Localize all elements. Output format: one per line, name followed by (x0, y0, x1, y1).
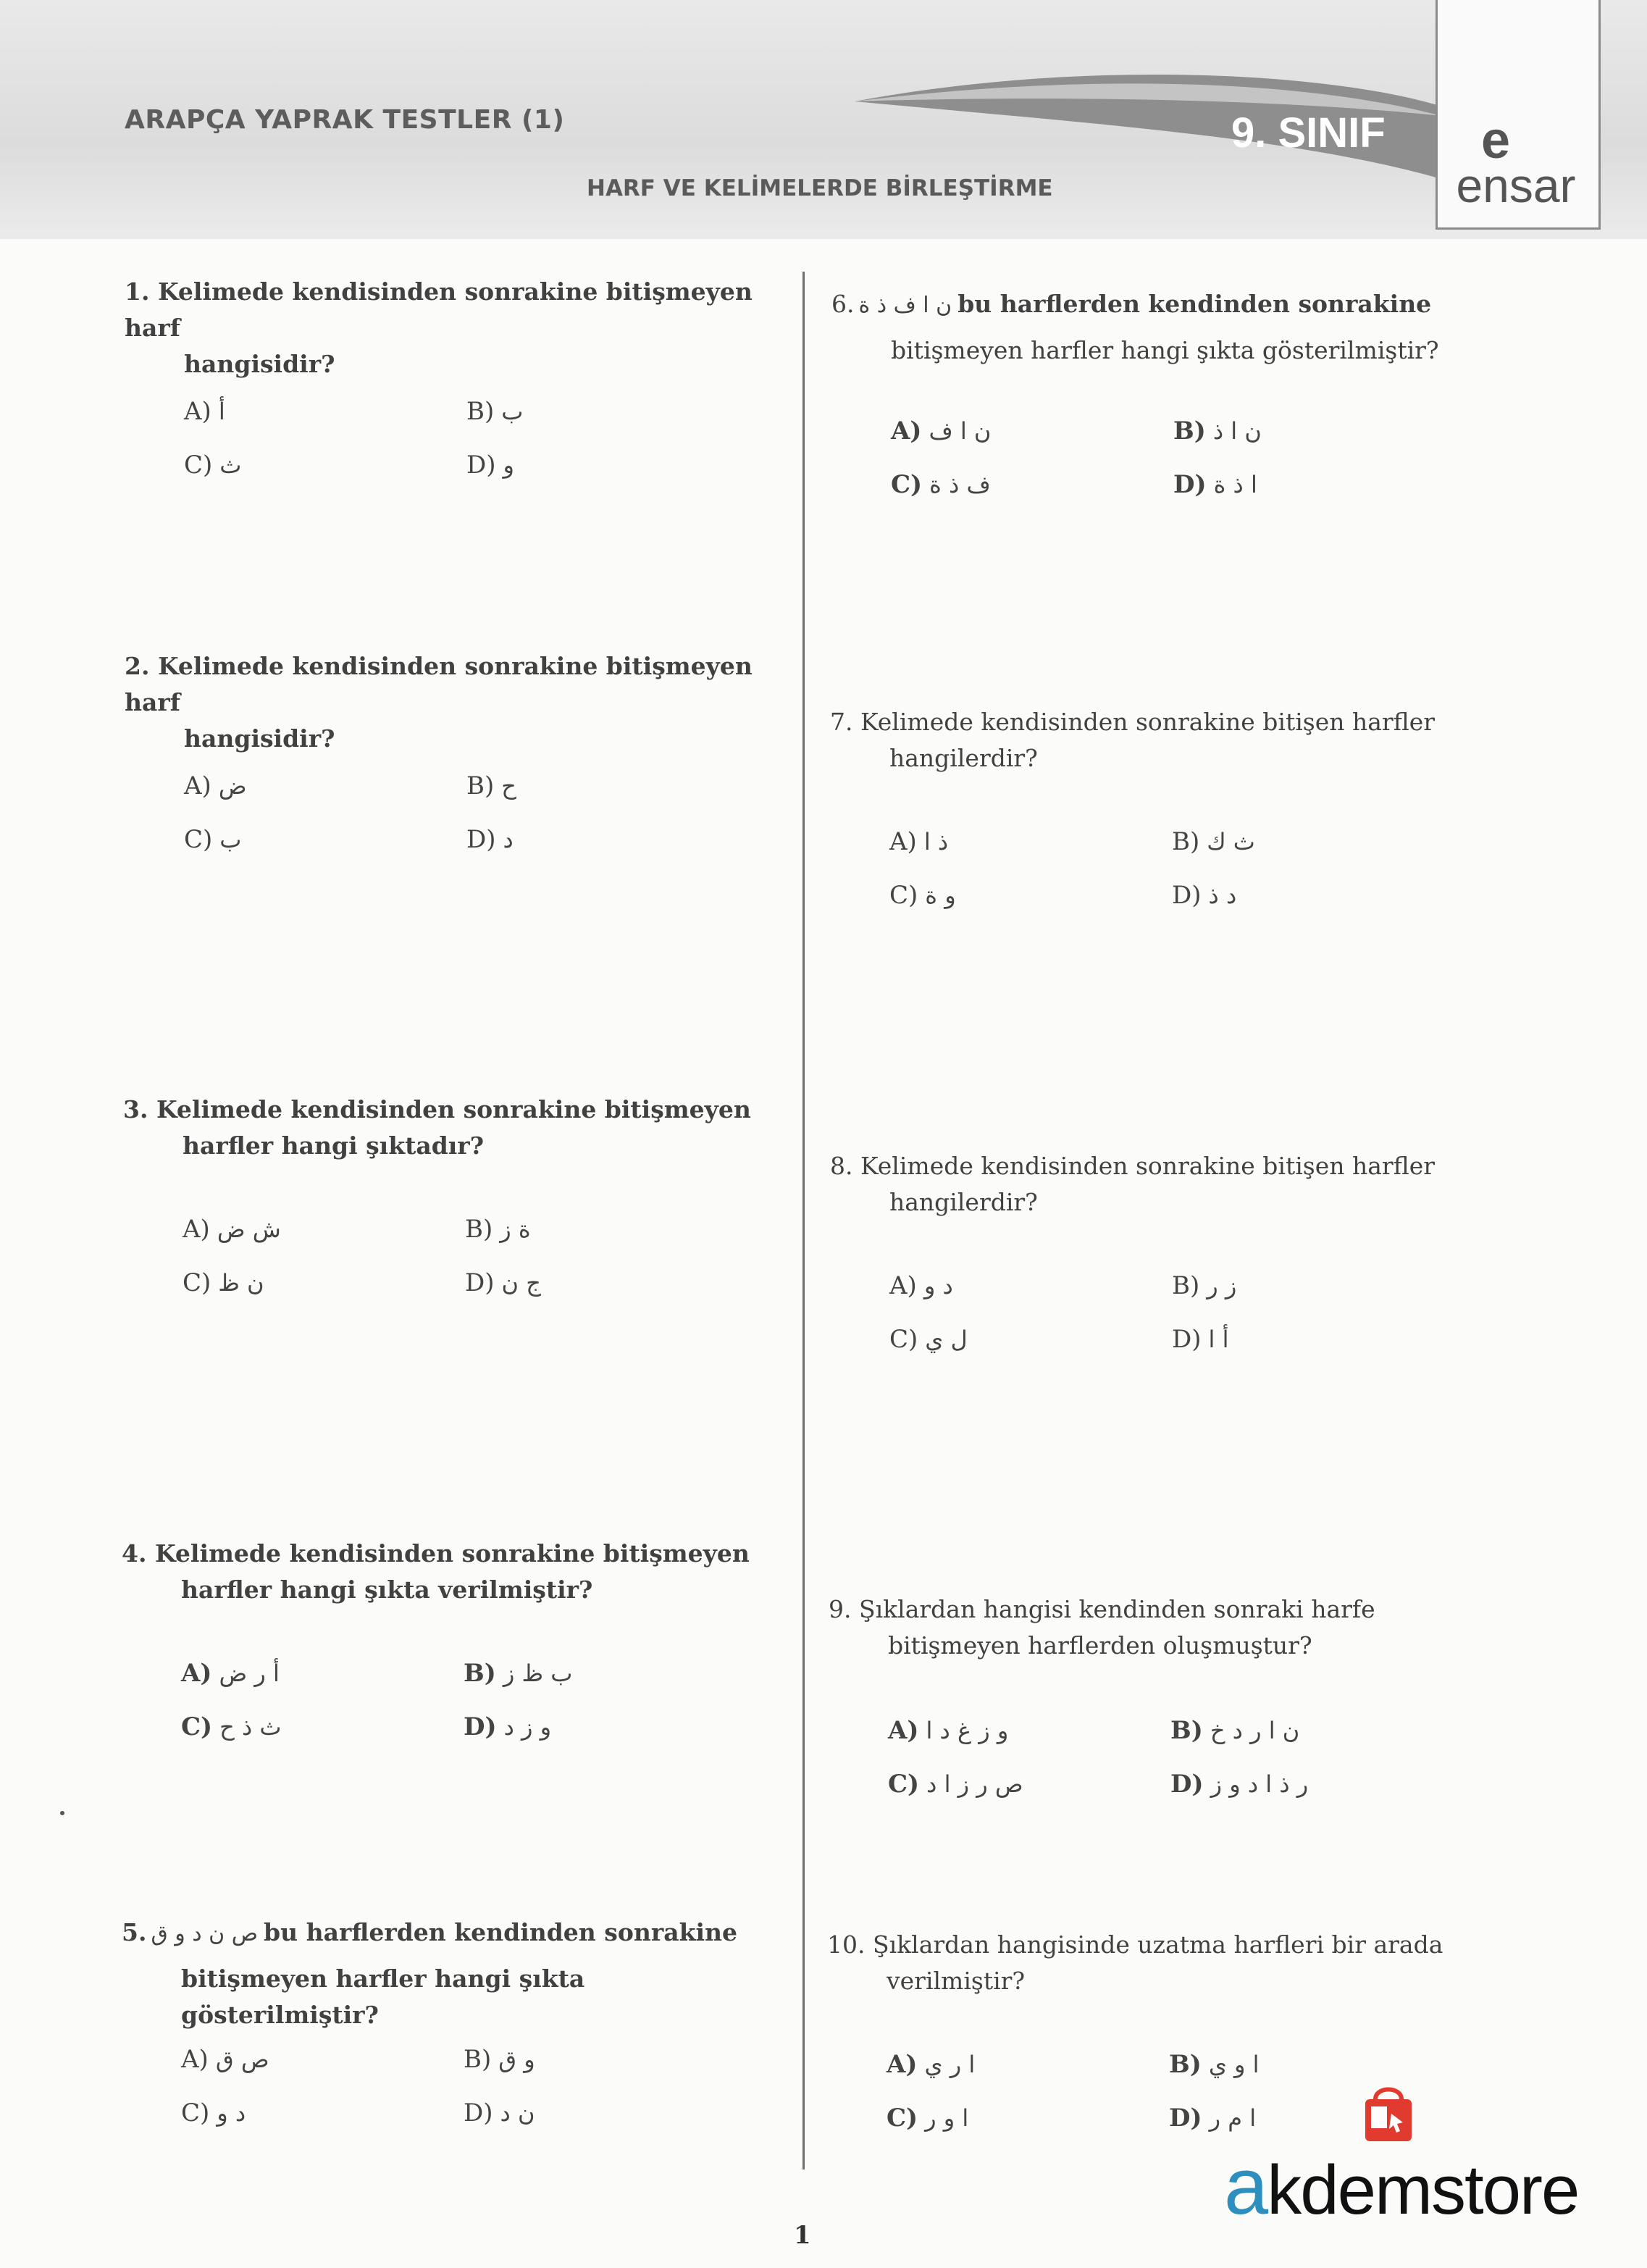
question-stem-line1: Kelimede kendisinden sonrakine bitişmeyen (154, 1539, 750, 1568)
question-number: 6. (831, 290, 855, 318)
option-label: A) (889, 1271, 917, 1300)
store-watermark-name: kdemstore (1267, 2151, 1579, 2229)
option-a[interactable] (888, 1716, 1008, 1745)
option-label: B) (1173, 417, 1206, 445)
option-label: C) (887, 2104, 918, 2133)
option-label: C) (181, 1712, 213, 1741)
question-number: 4. (122, 1539, 147, 1568)
option-label: D) (1170, 1770, 1204, 1799)
store-watermark-a: a (1224, 2142, 1267, 2231)
option-b[interactable] (465, 1215, 531, 1244)
question-stem-line2: hangilerdir? (889, 744, 1038, 772)
option-a[interactable] (181, 1659, 280, 1688)
option-b[interactable] (466, 771, 516, 800)
question-stem-line2: harfler hangi şıkta verilmiştir? (181, 1576, 593, 1604)
option-label: C) (891, 470, 923, 499)
option-value: و ة (925, 882, 956, 909)
option-label: A) (181, 2045, 209, 2074)
option-label: A) (184, 771, 211, 800)
option-label: A) (181, 1659, 212, 1688)
option-b[interactable] (1172, 1271, 1236, 1300)
option-value: ا ذ ة (1213, 471, 1257, 498)
question-arabic-word: ن ا ف ذ ة (858, 293, 952, 318)
option-c[interactable] (889, 1325, 968, 1354)
option-value: ج ن (501, 1269, 541, 1297)
option-value: ن ا ر د خ (1210, 1717, 1300, 1744)
publisher-logo-text: ensar (1456, 159, 1576, 212)
option-label: B) (1172, 827, 1200, 856)
option-c[interactable] (889, 881, 956, 910)
option-label: B) (1172, 1271, 1200, 1300)
question-8 (830, 1148, 1496, 1354)
grade-label: 9. SINIF (1231, 109, 1386, 156)
question-10 (827, 1927, 1493, 2133)
option-d[interactable] (1172, 881, 1236, 910)
option-label: D) (1172, 1325, 1202, 1354)
option-c[interactable] (183, 1268, 264, 1297)
option-value: ث ذ ح (219, 1713, 282, 1741)
option-value: ر ذ ا د و ز (1210, 1770, 1309, 1798)
option-d[interactable] (1172, 1325, 1228, 1354)
question-5 (122, 1915, 788, 2127)
option-c[interactable] (887, 2104, 968, 2133)
option-label: A) (889, 827, 917, 856)
option-value: د و (923, 1272, 953, 1300)
option-c[interactable] (181, 2098, 246, 2127)
question-stem-line1: Şıklardan hangisi kendinden sonraki harfe (859, 1595, 1375, 1623)
option-a[interactable] (184, 771, 247, 800)
option-d[interactable] (466, 825, 514, 854)
option-value: ض (218, 772, 247, 800)
option-value: أ ر ض (219, 1660, 280, 1687)
question-stem-line2: hangisidir? (184, 724, 335, 753)
scan-speck (60, 1811, 64, 1815)
option-label: D) (466, 451, 496, 480)
option-value: ن ظ (218, 1269, 264, 1297)
option-value: ب ظ ز (503, 1660, 573, 1687)
option-b[interactable] (466, 397, 523, 426)
option-value: ا ر ي (924, 2051, 976, 2078)
question-3 (123, 1092, 789, 1297)
question-number: 8. (830, 1152, 853, 1180)
option-b[interactable] (464, 1659, 572, 1688)
option-label: D) (464, 2098, 493, 2127)
option-value: و ز غ د ا (926, 1717, 1009, 1744)
question-7 (830, 704, 1496, 910)
question-4 (122, 1536, 788, 1741)
question-stem-line2: bitişmeyen harfler hangi şıkta gösterilmiştir? (891, 336, 1439, 364)
option-value: و ق (498, 2046, 535, 2073)
option-label: B) (465, 1215, 493, 1244)
option-value: ب (501, 398, 524, 425)
column-divider (802, 272, 805, 2169)
option-d[interactable] (1173, 470, 1257, 499)
option-label: B) (466, 397, 495, 426)
option-value: د ذ (1208, 882, 1237, 909)
question-stem-line1: Kelimede kendisinden sonrakine bitişmeyen harf (125, 652, 753, 716)
option-a[interactable] (183, 1215, 281, 1244)
option-value: ذ ا (923, 828, 949, 855)
option-label: B) (1170, 1716, 1203, 1745)
option-label: A) (184, 397, 211, 426)
option-label: C) (889, 1325, 918, 1354)
option-value: ح (501, 772, 516, 800)
option-label: B) (464, 2045, 492, 2074)
question-stem-line1: Kelimede kendisinden sonrakine bitişen harfler (860, 1152, 1436, 1180)
option-label: D) (466, 825, 496, 854)
option-value: ا و ي (1208, 2051, 1260, 2078)
option-label: C) (184, 451, 213, 480)
option-c[interactable] (184, 451, 241, 480)
option-label: A) (891, 417, 922, 445)
option-value: ث (219, 451, 242, 479)
option-b[interactable] (464, 2045, 535, 2074)
option-b[interactable] (1170, 1716, 1299, 1745)
publisher-logo-mark: e (1480, 112, 1511, 170)
option-label: D) (1169, 2104, 1202, 2133)
option-value: و (503, 451, 514, 479)
question-arabic-word: ص ن د و ق (151, 1921, 259, 1946)
option-d[interactable] (464, 2098, 535, 2127)
option-d[interactable] (1170, 1770, 1308, 1799)
option-a[interactable] (181, 2045, 269, 2074)
option-value: أ (218, 398, 225, 425)
option-value: ا و ر (925, 2104, 969, 2132)
question-number: 7. (830, 708, 853, 736)
option-a[interactable] (889, 827, 948, 856)
question-number: 3. (123, 1095, 148, 1123)
question-9 (829, 1591, 1495, 1799)
question-1 (125, 274, 791, 480)
option-a[interactable] (891, 417, 991, 445)
question-stem-line1: Kelimede kendisinden sonrakine bitişen harfler (860, 708, 1436, 736)
option-value: ة ز (500, 1215, 531, 1243)
option-label: A) (183, 1215, 210, 1244)
option-label: C) (888, 1770, 920, 1799)
option-d[interactable] (466, 451, 514, 480)
option-value: أ ا (1208, 1326, 1229, 1353)
option-label: B) (1169, 2050, 1202, 2079)
option-value: د و (217, 2099, 246, 2127)
option-c[interactable] (891, 470, 991, 499)
option-value: د (503, 826, 514, 853)
option-label: C) (184, 825, 213, 854)
question-number: 2. (125, 652, 150, 680)
topic-title: HARF VE KELİMELERDE BİRLEŞTİRME (587, 175, 1053, 201)
option-label: D) (465, 1268, 495, 1297)
question-stem-line2: hangisidir? (184, 350, 335, 378)
option-d[interactable] (464, 1712, 551, 1741)
option-value: ن ا ف (929, 417, 992, 445)
option-value: ث ك (1207, 828, 1255, 855)
option-value: ز ر (1207, 1272, 1237, 1300)
question-stem-line1: bu harflerden kendinden sonrakine (264, 1918, 738, 1946)
option-value: ن ا ذ (1212, 417, 1262, 445)
question-stem-line1: Kelimede kendisinden sonrakine bitişmeyen harf (125, 277, 753, 342)
option-value: ص ق (215, 2046, 269, 2073)
option-label: C) (183, 1268, 211, 1297)
question-stem-line2: harfler hangi şıktadır? (183, 1131, 485, 1160)
question-6 (831, 286, 1498, 499)
question-number: 10. (827, 1930, 866, 1959)
page-number: 1 (794, 2221, 811, 2250)
question-stem-line2: bitişmeyen harflerden oluşmuştur? (888, 1631, 1312, 1660)
question-stem-line2: hangilerdir? (889, 1188, 1038, 1216)
series-title: ARAPÇA YAPRAK TESTLER (1) (125, 105, 565, 135)
option-value: ل ي (925, 1326, 968, 1353)
option-value: ش ض (217, 1215, 281, 1243)
option-value: ب (219, 826, 242, 853)
option-label: D) (1173, 470, 1207, 499)
option-value: ا م ر (1209, 2104, 1257, 2132)
question-stem-line1: Kelimede kendisinden sonrakine bitişmeyen (156, 1095, 751, 1123)
option-value: ف ذ ة (929, 471, 991, 498)
option-label: B) (464, 1659, 496, 1688)
option-b[interactable] (1172, 827, 1255, 856)
option-a[interactable] (184, 397, 225, 426)
question-stem-line2: verilmiştir? (887, 1967, 1026, 1995)
question-stem-line2: bitişmeyen harfler hangi şıkta gösterilmiştir? (181, 1964, 585, 2029)
store-watermark (1224, 2141, 1578, 2233)
option-c[interactable] (888, 1770, 1023, 1799)
option-label: C) (181, 2098, 210, 2127)
option-a[interactable] (887, 2050, 975, 2079)
question-number: 9. (829, 1595, 852, 1623)
question-number: 5. (122, 1918, 147, 1946)
option-d[interactable] (465, 1268, 541, 1297)
option-b[interactable] (1173, 417, 1262, 445)
question-2 (125, 648, 791, 854)
option-value: ص ر ز ا د (926, 1770, 1023, 1798)
option-value: و ز د (503, 1713, 552, 1741)
option-label: D) (464, 1712, 497, 1741)
option-label: D) (1172, 881, 1202, 910)
question-number: 1. (125, 277, 150, 306)
option-label: B) (466, 771, 495, 800)
option-value: ن د (500, 2099, 535, 2127)
option-label: A) (887, 2050, 918, 2079)
option-c[interactable] (181, 1712, 282, 1741)
option-a[interactable] (889, 1271, 953, 1300)
question-stem-line1: bu harflerden kendinden sonrakine (957, 290, 1432, 318)
option-label: C) (889, 881, 918, 910)
option-c[interactable] (184, 825, 241, 854)
option-label: A) (888, 1716, 919, 1745)
question-stem-line1: Şıklardan hangisinde uzatma harfleri bir arada (872, 1930, 1443, 1959)
